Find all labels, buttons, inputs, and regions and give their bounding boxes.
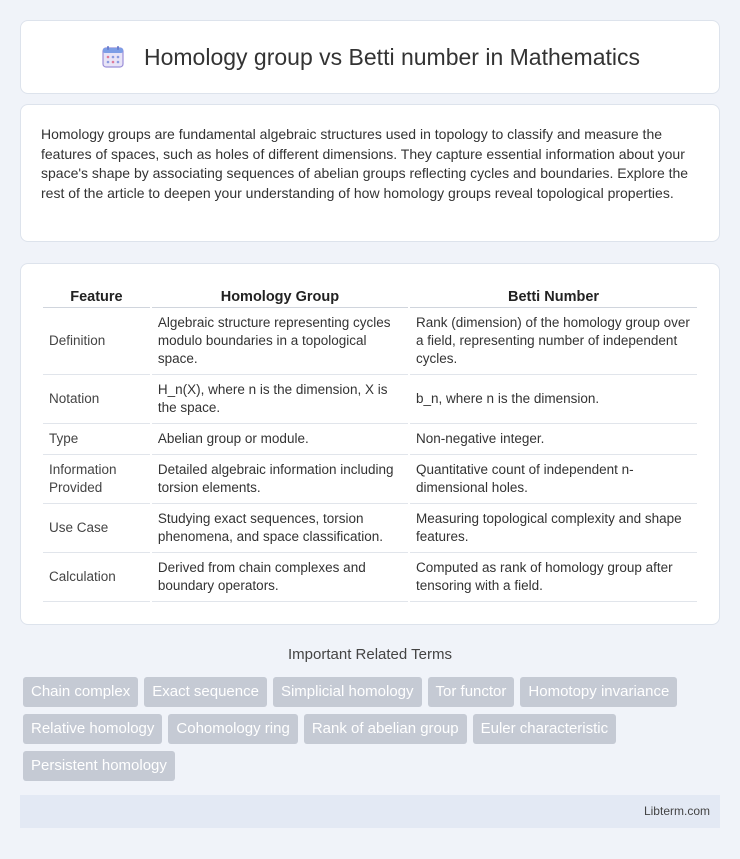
related-terms-title: Important Related Terms [288, 646, 452, 663]
row-betti-cell: Computed as rank of homology group after tensoring with a field. [410, 553, 697, 602]
table-row [43, 553, 697, 602]
row-feature-cell: Type [43, 424, 150, 455]
intro-text: Homology groups are fundamental algebraic structures used in topology to classify and measure the features of spaces, such as holes of different dimensions. They capture essential information about your space's shape by associating sequences of abelian groups reflecting cycles and boundaries. Explore the rest of the article to deepen your understanding of how homology groups reveal topological properties. [41, 126, 689, 201]
related-term-tag[interactable]: Cohomology ring [168, 714, 297, 744]
table-row [43, 504, 697, 553]
page-title: Homology group vs Betti number in Mathematics [144, 43, 640, 70]
row-homology-cell: Derived from chain complexes and boundary operators. [152, 553, 408, 602]
table-row [43, 375, 697, 424]
related-term-tag[interactable]: Chain complex [23, 677, 138, 707]
intro-card [20, 104, 720, 242]
comparison-table [41, 284, 699, 602]
related-term-tag[interactable]: Euler characteristic [473, 714, 617, 744]
row-betti-cell: Non-negative integer. [410, 424, 697, 455]
related-term-tag[interactable]: Homotopy invariance [520, 677, 677, 707]
header-card [20, 20, 720, 94]
column-header-feature: Feature [43, 284, 150, 308]
row-betti-cell: Quantitative count of independent n-dimensional holes. [410, 455, 697, 504]
table-row [43, 455, 697, 504]
row-feature-cell: Use Case [43, 504, 150, 553]
related-terms-tags [23, 677, 723, 788]
table-row [43, 308, 697, 375]
related-term-tag[interactable]: Tor functor [428, 677, 515, 707]
row-betti-cell: Rank (dimension) of the homology group over a field, representing number of independent cycles. [410, 308, 697, 375]
row-homology-cell: H_n(X), where n is the dimension, X is the space. [152, 375, 408, 424]
column-header-homology-group: Homology Group [152, 284, 408, 308]
row-feature-cell: Information Provided [43, 455, 150, 504]
row-homology-cell: Detailed algebraic information including torsion elements. [152, 455, 408, 504]
row-betti-cell: b_n, where n is the dimension. [410, 375, 697, 424]
related-term-tag[interactable]: Relative homology [23, 714, 162, 744]
row-feature-cell: Calculation [43, 553, 150, 602]
row-betti-cell: Measuring topological complexity and shape features. [410, 504, 697, 553]
footer [20, 795, 720, 828]
related-term-tag[interactable]: Simplicial homology [273, 677, 422, 707]
footer-brand-link[interactable]: Libterm.com [643, 804, 710, 818]
calendar-icon [100, 44, 126, 70]
row-feature-cell: Notation [43, 375, 150, 424]
related-term-tag[interactable]: Rank of abelian group [304, 714, 467, 744]
column-header-betti-number: Betti Number [410, 284, 697, 308]
table-row [43, 424, 697, 455]
table-header-row [43, 284, 697, 308]
comparison-table-card [20, 263, 720, 625]
row-homology-cell: Abelian group or module. [152, 424, 408, 455]
row-homology-cell: Algebraic structure representing cycles modulo boundaries in a topological space. [152, 308, 408, 375]
row-feature-cell: Definition [43, 308, 150, 375]
related-term-tag[interactable]: Persistent homology [23, 751, 175, 781]
related-term-tag[interactable]: Exact sequence [144, 677, 267, 707]
row-homology-cell: Studying exact sequences, torsion phenomena, and space classification. [152, 504, 408, 553]
